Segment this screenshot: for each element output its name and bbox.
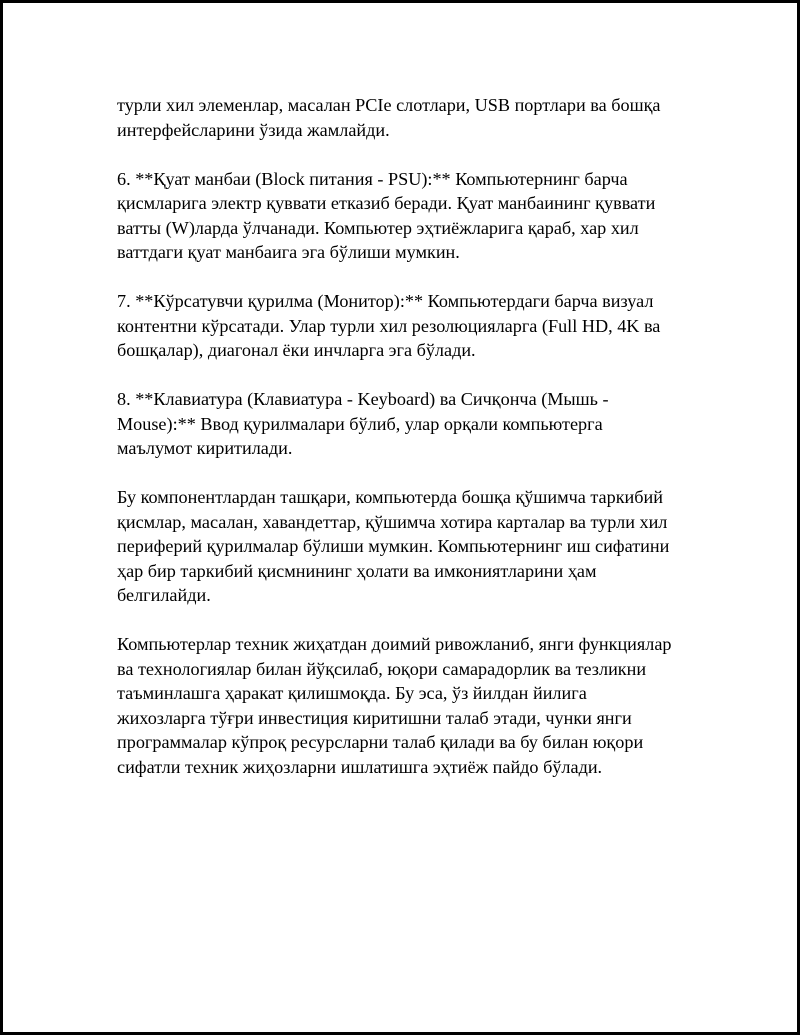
text-line: қисмлар, масалан, хавандеттар, қўшимча хотира карталар ва турли хил bbox=[117, 511, 668, 532]
text-line: интерфейсларини ўзида жамлайди. bbox=[117, 119, 390, 140]
text-line: программалар кўпроқ ресурсларни талаб қилади ва бу билан юқори bbox=[117, 732, 644, 752]
text-line: қисмларига электр қуввати етказиб беради. Қуат манбаининг қуввати bbox=[117, 193, 656, 213]
text-line: сифатли техник жиҳозларни ишлатишга эҳтиёж пайдо бўлади. bbox=[117, 756, 603, 777]
text-line: Бу компонентлардан ташқари, компьютерда бошқа қўшимча таркибий bbox=[117, 487, 664, 507]
text-line: таъминлашга ҳаракат қилишмоқда. Бу эса, ўз йилдан йилига bbox=[117, 683, 587, 703]
text-line: ватты (W)ларда ўлчанади. Компьютер эҳтиёжларига қараб, хар хил bbox=[117, 217, 639, 238]
paragraph-conclusion bbox=[117, 632, 707, 779]
text-line: 8. **Клавиатура (Клавиатура - Keyboard) ва Сичқонча (Мышь - bbox=[117, 389, 609, 409]
text-line: Компьютерлар техник жиҳатдан доимий ривожланиб, янги функциялар bbox=[117, 634, 672, 654]
paragraph-keyboard-mouse bbox=[117, 387, 707, 461]
text-line: 7. **Кўрсатувчи қурилма (Монитор):** Компьютердаги барча визуал bbox=[117, 291, 654, 311]
text-line: белгилайди. bbox=[117, 585, 211, 605]
paragraph-other-components bbox=[117, 485, 707, 608]
text-line: периферий қурилмалар бўлиши мумкин. Компьютернинг иш сифатини bbox=[117, 536, 670, 556]
paragraph-monitor bbox=[117, 289, 707, 363]
text-line: бошқалар), диагонал ёки инчларга эга бўлади. bbox=[117, 340, 476, 360]
text-line: ваттдаги қуат манбаига эга бўлиши мумкин. bbox=[117, 242, 460, 262]
text-line: Mouse):** Ввод қурилмалари бўлиб, улар орқали компьютерга bbox=[117, 413, 603, 434]
text-line: ҳар бир таркибий қисмнининг ҳолати ва имкониятларини ҳам bbox=[117, 560, 597, 581]
text-line: ва технологиялар билан йўқсилаб, юқори самарадорлик ва тезликни bbox=[117, 658, 647, 679]
text-line: контентни кўрсатади. Улар турли хил резолюцияларга (Full HD, 4K ва bbox=[117, 315, 661, 336]
text-line: жихозларга тўғри инвестиция киритишни талаб этади, чунки янги bbox=[117, 707, 632, 728]
document-body bbox=[117, 93, 707, 804]
paragraph-motherboard-continuation bbox=[117, 93, 707, 142]
text-line: турли хил элеменлар, масалан PCIe слотлари, USB портлари ва бошқа bbox=[117, 95, 661, 115]
text-line: маълумот киритилади. bbox=[117, 438, 293, 458]
paragraph-power-supply bbox=[117, 167, 707, 265]
text-line: 6. **Қуат манбаи (Block питания - PSU):** Компьютернинг барча bbox=[117, 168, 628, 189]
